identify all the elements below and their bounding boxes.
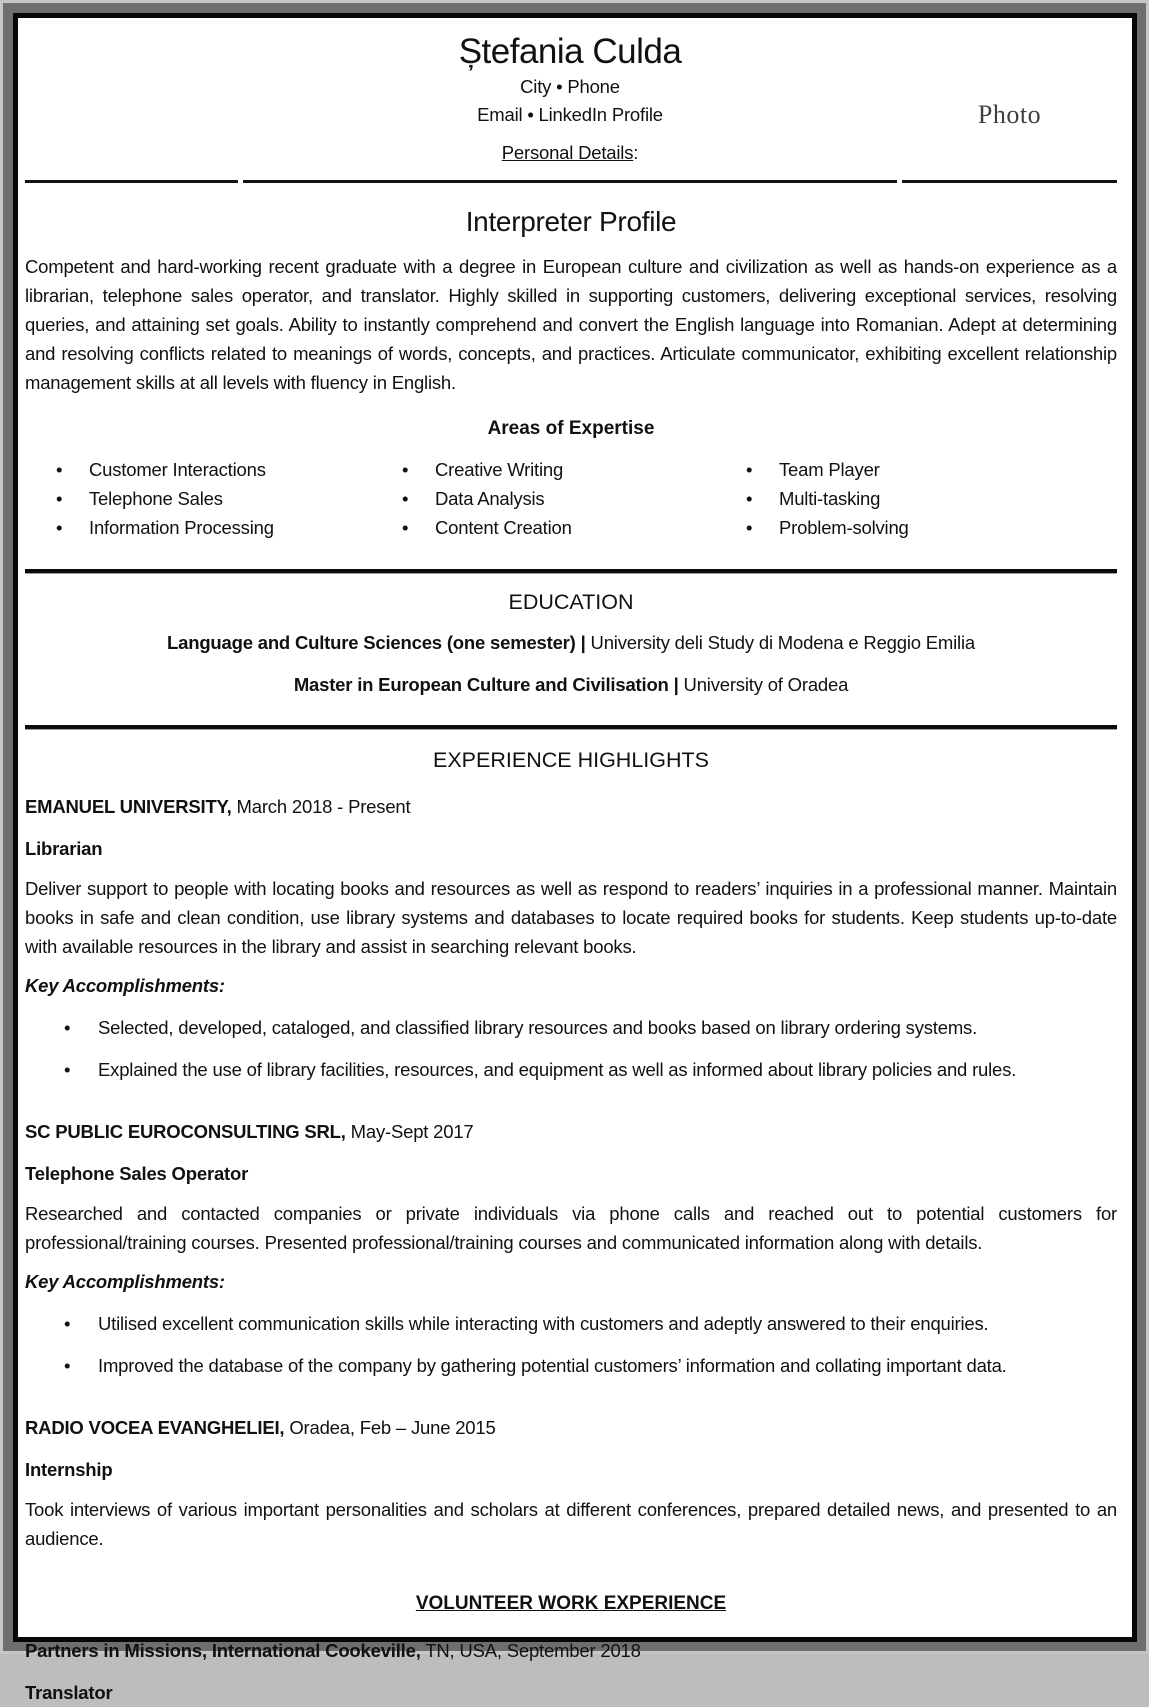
accomplishment-text: Utilised excellent communication skills while interacting with customers and adeptly answered to their enquiries.	[98, 1313, 989, 1334]
bullet-icon: •	[64, 1355, 71, 1376]
job-header	[25, 792, 1117, 821]
separator: |	[580, 632, 586, 653]
bullet-icon: •	[64, 1313, 71, 1334]
expertise-item: Telephone Sales	[89, 488, 223, 509]
profile-summary: Competent and hard-working recent graduate with a degree in European culture and civilization as well as hands-on experience as a librarian, telephone sales operator, and translator. Highly skilled in supporting customers, delivering exceptional services, resolving queries, and attaining set goals. Ability to instantly comprehend and convert the English language into Romanian. Adept at determining and resolving conflicts related to meanings of words, concepts, and practices. Articulate communicator, exhibiting excellent relationship management skills at all levels with fluency in English.	[25, 256, 1117, 393]
degree-name: Language and Culture Sciences (one semester)	[167, 632, 576, 653]
personal-details-line	[243, 138, 897, 167]
job-dates: March 2018 - Present	[236, 796, 411, 817]
employer-name: RADIO VOCEA EVANGHELIEI,	[25, 1417, 285, 1438]
personal-details-colon: :	[633, 142, 639, 163]
contact-email-linkedin: Email • LinkedIn Profile	[477, 104, 663, 125]
list-item	[25, 1309, 1117, 1338]
expertise-item: Multi-tasking	[779, 488, 881, 509]
expertise-item: Problem-solving	[779, 517, 909, 538]
school-name: University of Oradea	[683, 674, 849, 695]
list-item	[715, 455, 1117, 484]
bullet-icon: •	[64, 1017, 71, 1038]
bullet-icon: •	[56, 517, 63, 538]
expertise-list	[25, 455, 1117, 542]
photo-placeholder: Photo	[977, 99, 1042, 129]
expertise-column-2	[371, 455, 715, 542]
list-item	[25, 1013, 1117, 1042]
school-name: University deli Study di Modena e Reggio Emilia	[590, 632, 975, 653]
volunteer-org: Partners in Missions, International Cookeville,	[25, 1640, 421, 1661]
job-entry	[25, 1413, 1117, 1553]
bullet-icon: •	[56, 488, 63, 509]
volunteer-role: Translator	[25, 1682, 113, 1703]
section-divider	[25, 569, 1117, 573]
education-entry	[25, 668, 1117, 701]
list-item	[715, 484, 1117, 513]
list-item	[25, 455, 371, 484]
job-role: Telephone Sales Operator	[25, 1163, 249, 1184]
header-left-cell	[25, 20, 238, 183]
job-header	[25, 1117, 1117, 1146]
job-entry	[25, 792, 1117, 1084]
bullet-icon: •	[402, 459, 409, 480]
section-divider	[25, 725, 1117, 729]
job-role: Internship	[25, 1459, 113, 1480]
job-summary: Took interviews of various important personalities and scholars at different conferences, prepared detailed news, and presented to an audience.	[25, 1499, 1117, 1549]
expertise-title: Areas of Expertise	[487, 418, 655, 439]
expertise-item: Information Processing	[89, 517, 274, 538]
job-entry	[25, 1117, 1117, 1380]
experience-title: EXPERIENCE HIGHLIGHTS	[433, 748, 709, 772]
header-photo-cell	[902, 20, 1117, 183]
expertise-item: Customer Interactions	[89, 459, 266, 480]
candidate-name: Ștefania Culda	[458, 32, 682, 71]
degree-name: Master in European Culture and Civilisation	[293, 674, 669, 695]
list-item	[25, 1351, 1117, 1380]
resume-page	[13, 13, 1137, 1703]
key-accomplishments-label: Key Accomplishments:	[25, 975, 225, 996]
list-item	[25, 484, 371, 513]
list-item	[715, 513, 1117, 542]
job-summary: Deliver support to people with locating books and resources as well as respond to readers’ inquiries in a professional manner. Maintain books in safe and clean condition, use library systems and databases to locate required books for students. Keep students up-to-date with available resources in the library and assist in searching relevant books.	[25, 878, 1117, 957]
expertise-item: Team Player	[779, 459, 880, 480]
header	[25, 20, 1117, 183]
volunteer-details: TN, USA, September 2018	[425, 1640, 641, 1661]
expertise-column-1	[25, 455, 371, 542]
contact-city-phone: City • Phone	[520, 76, 620, 97]
list-item	[371, 513, 715, 542]
job-header	[25, 1413, 1117, 1442]
page-border	[3, 3, 1146, 1703]
profile-title: Interpreter Profile	[465, 206, 677, 237]
expertise-item: Creative Writing	[435, 459, 564, 480]
bullet-icon: •	[64, 1059, 71, 1080]
bullet-icon: •	[402, 488, 409, 509]
education-entry	[25, 626, 1117, 659]
key-accomplishments-label: Key Accomplishments:	[25, 1271, 225, 1292]
header-center-cell	[243, 20, 897, 183]
education-title: EDUCATION	[508, 590, 634, 614]
job-summary: Researched and contacted companies or private individuals via phone calls and reached out to potential customers for professional/training courses. Presented professional/training courses and communicated information along with details.	[25, 1203, 1117, 1253]
list-item	[25, 1055, 1117, 1084]
expertise-item: Data Analysis	[435, 488, 545, 509]
personal-details-label: Personal Details	[501, 142, 634, 163]
bullet-icon: •	[746, 459, 753, 480]
job-role: Librarian	[25, 838, 103, 859]
bullet-icon: •	[402, 517, 409, 538]
bullet-icon: •	[56, 459, 63, 480]
list-item	[25, 513, 371, 542]
separator: |	[673, 674, 679, 695]
job-dates: Oradea, Feb – June 2015	[289, 1417, 496, 1438]
accomplishment-text: Explained the use of library facilities, resources, and equipment as well as informed about library policies and rules.	[98, 1059, 1017, 1080]
bullet-icon: •	[746, 517, 753, 538]
expertise-column-3	[715, 455, 1117, 542]
accomplishment-text: Selected, developed, cataloged, and classified library resources and books based on library ordering systems.	[98, 1017, 978, 1038]
volunteer-title: VOLUNTEER WORK EXPERIENCE	[415, 1593, 727, 1614]
accomplishment-text: Improved the database of the company by gathering potential customers’ information and collating important data.	[98, 1355, 1007, 1376]
employer-name: SC PUBLIC EUROCONSULTING SRL,	[25, 1121, 346, 1142]
list-item	[371, 484, 715, 513]
volunteer-entry	[25, 1636, 1117, 1665]
expertise-item: Content Creation	[435, 517, 572, 538]
bullet-icon: •	[746, 488, 753, 509]
job-dates: May-Sept 2017	[350, 1121, 474, 1142]
employer-name: EMANUEL UNIVERSITY,	[25, 796, 232, 817]
list-item	[371, 455, 715, 484]
